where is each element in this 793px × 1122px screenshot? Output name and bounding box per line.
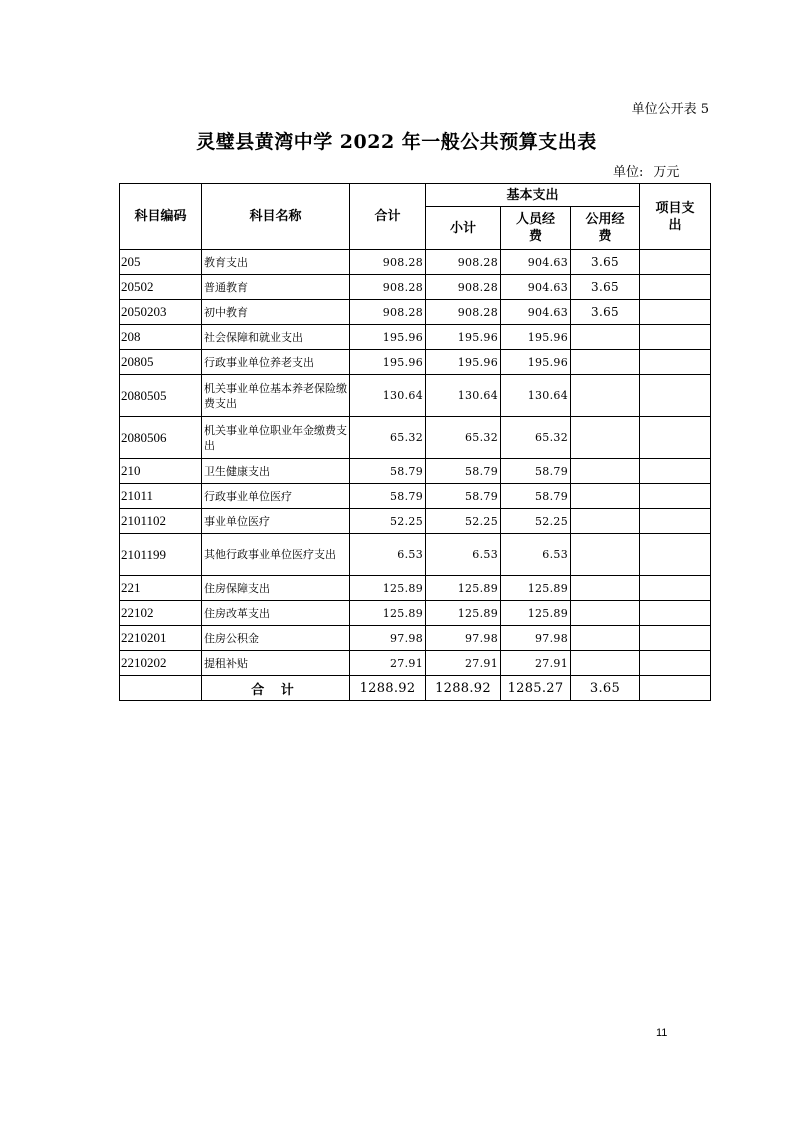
- cell-name: 其他行政事业单位医疗支出: [202, 534, 350, 576]
- cell-name: 住房公积金: [202, 626, 350, 651]
- cell-subtotal: 130.64: [426, 375, 501, 417]
- page-number: 11: [656, 1027, 668, 1039]
- cell-total: 125.89: [350, 601, 426, 626]
- table-row: [120, 250, 711, 275]
- cell-total: 27.91: [350, 651, 426, 676]
- cell-public: [571, 350, 640, 375]
- cell-project: [640, 651, 711, 676]
- unit-value: 万元: [653, 165, 680, 180]
- table-row: [120, 509, 711, 534]
- cell-project: [640, 417, 711, 459]
- cell-total: 125.89: [350, 576, 426, 601]
- cell-code: 2210201: [120, 626, 202, 651]
- total-label: 合 计: [202, 676, 350, 701]
- cell-public: [571, 325, 640, 350]
- table-row: [120, 576, 711, 601]
- cell-code: 22102: [120, 601, 202, 626]
- cell-public: [571, 459, 640, 484]
- cell-code: 2050203: [120, 300, 202, 325]
- table-row: [120, 534, 711, 576]
- cell-total: 6.53: [350, 534, 426, 576]
- cell-subtotal: 52.25: [426, 509, 501, 534]
- cell-name: 社会保障和就业支出: [202, 325, 350, 350]
- cell-name: 提租补贴: [202, 651, 350, 676]
- cell-personnel: 58.79: [501, 484, 571, 509]
- cell-project: [640, 601, 711, 626]
- cell-project: [640, 576, 711, 601]
- cell-subtotal: 908.28: [426, 275, 501, 300]
- cell-personnel: 6.53: [501, 534, 571, 576]
- total-personnel: 1285.27: [501, 676, 571, 701]
- cell-public: [571, 534, 640, 576]
- cell-public: [571, 626, 640, 651]
- table-row: [120, 300, 711, 325]
- header-personnel: 人员经费: [501, 207, 571, 250]
- cell-total: 195.96: [350, 350, 426, 375]
- cell-total: 65.32: [350, 417, 426, 459]
- cell-subtotal: 195.96: [426, 325, 501, 350]
- cell-code: 221: [120, 576, 202, 601]
- cell-public: [571, 651, 640, 676]
- cell-subtotal: 6.53: [426, 534, 501, 576]
- cell-project: [640, 275, 711, 300]
- cell-personnel: 97.98: [501, 626, 571, 651]
- cell-name: 事业单位医疗: [202, 509, 350, 534]
- cell-public: [571, 601, 640, 626]
- budget-table: [119, 183, 711, 701]
- cell-public: [571, 509, 640, 534]
- table-row: [120, 325, 711, 350]
- header-basic: 基本支出: [426, 184, 640, 207]
- total-code-cell: [120, 676, 202, 701]
- table-row: [120, 601, 711, 626]
- cell-code: 2210202: [120, 651, 202, 676]
- table-header: [120, 184, 711, 250]
- header-project: 项目支出: [640, 184, 711, 250]
- cell-name: 初中教育: [202, 300, 350, 325]
- cell-public: [571, 375, 640, 417]
- cell-name: 行政事业单位医疗: [202, 484, 350, 509]
- unit-note: [613, 161, 679, 180]
- cell-code: 20502: [120, 275, 202, 300]
- table-row: [120, 375, 711, 417]
- cell-total: 130.64: [350, 375, 426, 417]
- table-body: [120, 250, 711, 676]
- table-row: [120, 350, 711, 375]
- cell-name: 住房改革支出: [202, 601, 350, 626]
- cell-personnel: 125.89: [501, 601, 571, 626]
- total-amount: 1288.92: [350, 676, 426, 701]
- cell-public: [571, 484, 640, 509]
- total-subtotal: 1288.92: [426, 676, 501, 701]
- table-row: [120, 275, 711, 300]
- cell-name: 行政事业单位养老支出: [202, 350, 350, 375]
- cell-personnel: 904.63: [501, 250, 571, 275]
- cell-subtotal: 27.91: [426, 651, 501, 676]
- cell-code: 21011: [120, 484, 202, 509]
- table-row: [120, 626, 711, 651]
- cell-project: [640, 350, 711, 375]
- cell-name: 教育支出: [202, 250, 350, 275]
- cell-code: 205: [120, 250, 202, 275]
- cell-project: [640, 626, 711, 651]
- header-public: 公用经费: [571, 207, 640, 250]
- cell-personnel: 65.32: [501, 417, 571, 459]
- cell-code: 20805: [120, 350, 202, 375]
- total-public: 3.65: [571, 676, 640, 701]
- header-subtotal: 小计: [426, 207, 501, 250]
- header-total: 合计: [350, 184, 426, 250]
- cell-personnel: 27.91: [501, 651, 571, 676]
- cell-total: 908.28: [350, 300, 426, 325]
- cell-public: 3.65: [571, 275, 640, 300]
- unit-label: 单位:: [613, 165, 644, 180]
- table-row: [120, 459, 711, 484]
- cell-public: 3.65: [571, 300, 640, 325]
- cell-subtotal: 58.79: [426, 484, 501, 509]
- cell-public: 3.65: [571, 250, 640, 275]
- cell-total: 195.96: [350, 325, 426, 350]
- cell-subtotal: 195.96: [426, 350, 501, 375]
- cell-code: 208: [120, 325, 202, 350]
- cell-code: 2080505: [120, 375, 202, 417]
- total-project: [640, 676, 711, 701]
- cell-project: [640, 509, 711, 534]
- table-row: [120, 417, 711, 459]
- cell-personnel: 58.79: [501, 459, 571, 484]
- cell-personnel: 195.96: [501, 350, 571, 375]
- cell-code: 2101102: [120, 509, 202, 534]
- cell-project: [640, 459, 711, 484]
- cell-total: 908.28: [350, 250, 426, 275]
- cell-personnel: 195.96: [501, 325, 571, 350]
- cell-personnel: 130.64: [501, 375, 571, 417]
- cell-subtotal: 125.89: [426, 601, 501, 626]
- cell-personnel: 904.63: [501, 300, 571, 325]
- cell-subtotal: 908.28: [426, 250, 501, 275]
- cell-name: 卫生健康支出: [202, 459, 350, 484]
- cell-total: 97.98: [350, 626, 426, 651]
- cell-name: 机关事业单位基本养老保险缴费支出: [202, 375, 350, 417]
- header-code: 科目编码: [120, 184, 202, 250]
- form-number: 单位公开表 5: [631, 102, 709, 117]
- cell-personnel: 904.63: [501, 275, 571, 300]
- cell-subtotal: 58.79: [426, 459, 501, 484]
- cell-project: [640, 250, 711, 275]
- cell-total: 58.79: [350, 459, 426, 484]
- cell-total: 58.79: [350, 484, 426, 509]
- cell-subtotal: 97.98: [426, 626, 501, 651]
- cell-code: 2080506: [120, 417, 202, 459]
- cell-project: [640, 325, 711, 350]
- cell-project: [640, 534, 711, 576]
- cell-project: [640, 484, 711, 509]
- cell-public: [571, 417, 640, 459]
- table-row: [120, 651, 711, 676]
- cell-project: [640, 375, 711, 417]
- cell-subtotal: 65.32: [426, 417, 501, 459]
- cell-subtotal: 125.89: [426, 576, 501, 601]
- header-name: 科目名称: [202, 184, 350, 250]
- cell-name: 住房保障支出: [202, 576, 350, 601]
- cell-name: 机关事业单位职业年金缴费支出: [202, 417, 350, 459]
- total-row: [120, 676, 711, 701]
- table-row: [120, 484, 711, 509]
- cell-total: 52.25: [350, 509, 426, 534]
- cell-subtotal: 908.28: [426, 300, 501, 325]
- cell-code: 2101199: [120, 534, 202, 576]
- cell-code: 210: [120, 459, 202, 484]
- cell-public: [571, 576, 640, 601]
- page-title: 灵璧县黄湾中学 2022 年一般公共预算支出表: [196, 131, 597, 153]
- cell-name: 普通教育: [202, 275, 350, 300]
- cell-project: [640, 300, 711, 325]
- cell-personnel: 125.89: [501, 576, 571, 601]
- cell-personnel: 52.25: [501, 509, 571, 534]
- cell-total: 908.28: [350, 275, 426, 300]
